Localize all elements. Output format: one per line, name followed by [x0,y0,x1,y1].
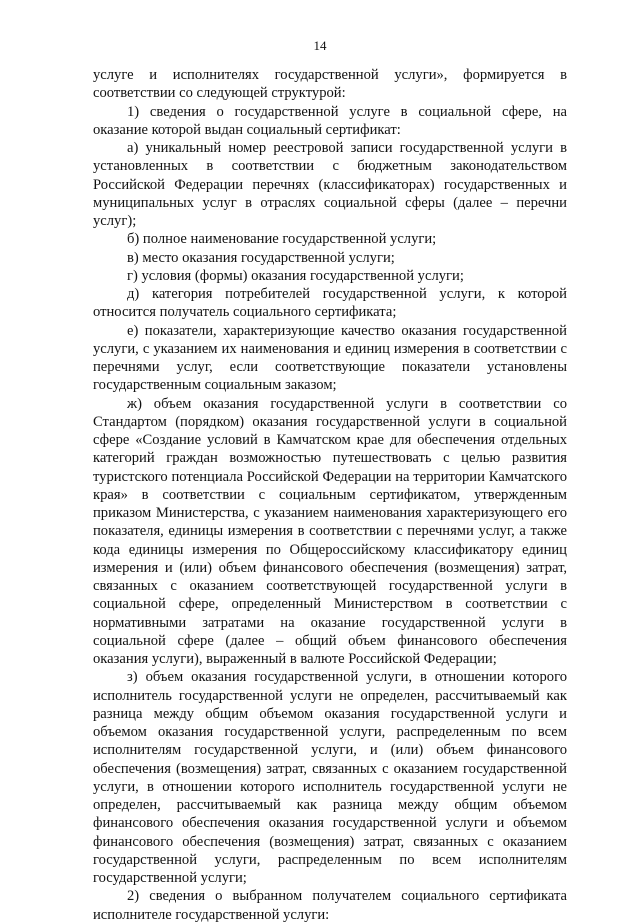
paragraph-item-d: д) категория потребителей государственной услуги, к которой относится получатель социального сертификата; [93,286,567,321]
paragraph-item-z: з) объем оказания государственной услуги, в отношении которого исполнитель государственной услуги не определен, рассчитываемый как разница между общим объемом оказания государственной услуги и объемом оказания государственной услуги, распределенным по всем исполнителям государственной услуги, и (или) объем финансового обеспечения (возмещения) затрат, связанных с оказанием государственной услуги, в отношении которого исполнитель государственной услуги не определен, рассчитываемый как разница между общим объемом финансового обеспечения оказания государственной услуги и объемом финансового обеспечения (возмещения) затрат, связанных с оказанием государственной услуги, распределенным по всем исполнителям государственной услуги; [93,669,567,886]
page-number: 14 [313,38,327,53]
paragraph-item-b: б) полное наименование государственной услуги; [127,231,437,248]
paragraph-item-v: в) место оказания государственной услуги; [127,249,395,266]
paragraph-item-g: г) условия (формы) оказания государственной услуги; [127,267,464,284]
paragraph-item-zh: ж) объем оказания государственной услуги в соответствии со Стандартом (порядком) оказания государственной услуги в социальной сфере «Создание условий в Камчатском крае для обеспечения отдельных категорий граждан возможностью путешествовать с целью развития туристского потенциала Российской Федерации на территории Камчатского края» в соответствии с социальным сертификатом, утвержденным приказом Министерства, с указанием наименования характеризующего его показателя, единицы измерения в соответствии с перечнями услуг, а также кода единицы измерения по Общероссийскому классификатору единиц измерения и (или) объем финансового обеспечения (возмещения) затрат, связанных с оказанием соответствующей государственной услуги в социальной сфере, определенный Министерством в соответствии с нормативными затратами на оказание государственной услуги в социальной сфере (далее – общий объем финансового обеспечения оказания услуги), выраженный в валюте Российской Федерации; [93,395,567,667]
paragraph-section-1: 1) сведения о государственной услуге в социальной сфере, на оказание которой выдан социальный сертификат: [93,103,567,138]
paragraph-item-e: е) показатели, характеризующие качество оказания государственной услуги, с указанием их наименования и единиц измерения в соответствии с перечнями услуг, если соответствующие показатели установлены государственным социальным заказом; [93,322,567,394]
paragraph-continuation: услуге и исполнителях государственной услуги», формируется в соответствии со следующей структурой: [93,67,567,102]
paragraph-section-2: 2) сведения о выбранном получателем социального сертификата исполнителе государственной услуги: [93,888,567,923]
document-body [93,66,567,924]
paragraph-item-a: а) уникальный номер реестровой записи государственной услуги в установленных в соответствии с бюджетным законодательством Российской Федерации перечнях (классификаторах) государственных и муниципальных услуг в отраслях социальной сферы (далее – перечни услуг); [93,140,567,229]
